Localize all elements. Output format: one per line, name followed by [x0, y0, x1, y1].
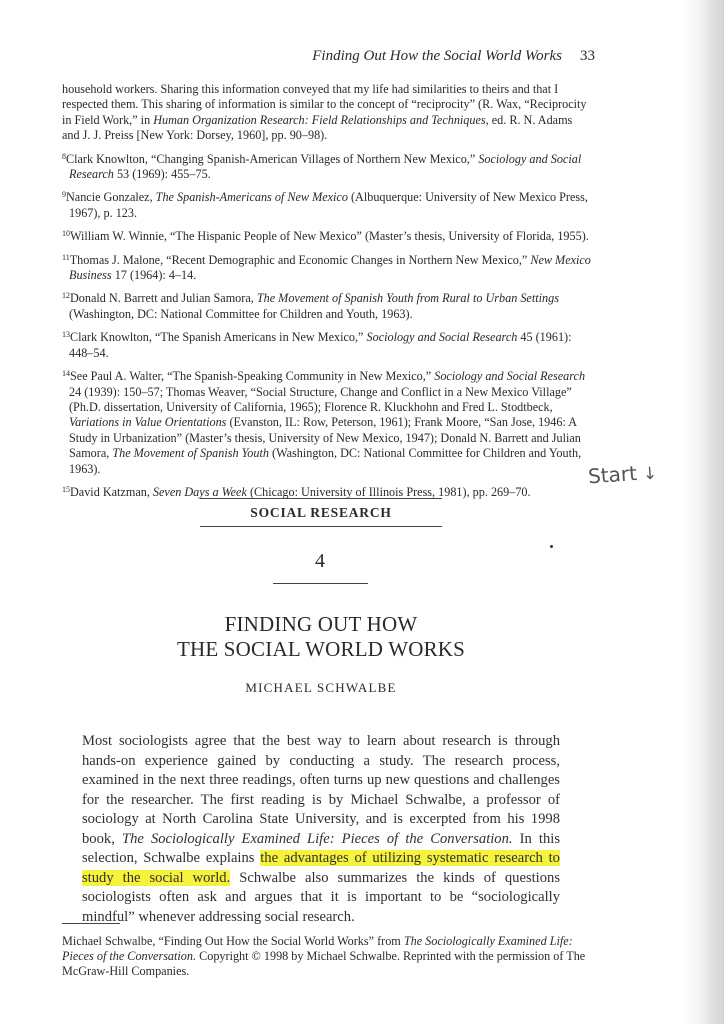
text-run: 17 (1964): 4–14.	[111, 268, 197, 283]
italic-text: The Sociologically Examined Life: Pieces of the Conversation.	[62, 934, 573, 964]
text-run: Most sociologists agree that the best way to learn about research is through hands-on experience gained by conducting a study. The research process, examined in the next three readings, often turns up new questions and challenges for the researcher. The first reading is by Michael Schwalbe, a professor of sociology at North Carolina State University, and is excerpted from his 1998 book,	[82, 733, 560, 847]
handwritten-start-note	[587, 460, 658, 489]
italic-text: Variations in Value Orientations	[69, 415, 227, 430]
arrow-down-icon: ↓	[642, 463, 658, 485]
text-run: (Washington, DC: National Committee for Children and Youth, 1963).	[69, 446, 582, 476]
italic-text: New Mexico Business	[69, 252, 591, 283]
text-run: , ed. R. N. Adams and J. J. Preiss [New York: Dorsey, 1960], pp. 90–98).	[62, 112, 573, 143]
text-run: household workers. Sharing this information conveyed that my life had similarities to theirs and that I respected them. This sharing of information is similar to the concept of “reciprocity” (R. Wax, “Reciprocity in Field Work,” in	[62, 82, 587, 127]
chapter-title-line-2: THE SOCIAL WORLD WORKS	[176, 637, 466, 661]
text-run: In this selection, Schwalbe explains	[82, 830, 561, 866]
endnote-number: 11	[62, 252, 70, 262]
text-run: William W. Winnie, “The Hispanic People of New Mexico” (Master’s thesis, University of Florida, 1955).	[70, 229, 589, 244]
italic-text: Human Organization Research: Field Relationships and Techniques	[153, 112, 486, 127]
scan-edge	[680, 0, 724, 1024]
text-run: David Katzman,	[70, 484, 153, 499]
endnote	[62, 149, 592, 183]
italic-text: Sociology and Social Research	[434, 369, 586, 384]
text-run: Michael Schwalbe, “Finding Out How the Social World Works” from	[62, 934, 404, 948]
endnote	[62, 288, 592, 322]
copyright-credit	[62, 934, 594, 980]
text-run: (Chicago: University of Illinois Press, 1981), pp. 269–70.	[246, 484, 531, 499]
endnote	[62, 327, 592, 361]
endnote-number: 14	[62, 369, 70, 379]
endnote	[62, 366, 592, 477]
running-head-title: Finding Out How the Social World Works	[312, 48, 562, 64]
handwritten-start-text: Start	[587, 461, 638, 489]
intro-paragraph	[82, 732, 560, 927]
running-head	[250, 48, 595, 65]
text-run: 24 (1939): 150–57; Thomas Weaver, “Social Structure, Change and Conflict in a New Mexico Village” (Ph.D. dissertation, University of California, 1965); Florence R. Kluckhohn and Fred L. Stodtbeck,	[69, 384, 572, 414]
italic-text: The Movement of Spanish Youth from Rural to Urban Settings	[256, 291, 559, 306]
endnote-number: 15	[62, 484, 70, 494]
italic-text: The Sociologically Examined Life: Pieces of the Conversation.	[121, 830, 513, 847]
text-run: Clark Knowlton, “Changing Spanish-American Villages of Northern New Mexico,”	[66, 151, 479, 166]
page-number: 33	[580, 48, 595, 64]
text-run: Schwalbe also summarizes the kinds of questions sociologists often ask and argues that it is important to be “sociologically mindful” whenever addressing social research.	[82, 869, 561, 925]
endnotes	[62, 82, 592, 505]
text-run: Nancie Gonzalez,	[66, 190, 156, 205]
italic-text: The Spanish-Americans of New Mexico	[155, 190, 348, 205]
text-run: 53 (1969): 455–75.	[113, 167, 211, 182]
text-run: (Washington, DC: National Committee for Children and Youth, 1963).	[69, 306, 413, 321]
endnote	[62, 82, 592, 144]
endnote	[62, 187, 592, 221]
chapter-divider	[273, 583, 368, 584]
text-run: Thomas J. Malone, “Recent Demographic and Economic Changes in Northern New Mexico,”	[69, 252, 531, 267]
endnote-number: 9	[62, 190, 66, 200]
text-run: See Paul A. Walter, “The Spanish-Speaking Community in New Mexico,”	[70, 369, 435, 384]
highlighted-text: the advantages of utilizing systematic research to study the social world.	[82, 850, 560, 886]
text-run: Donald N. Barrett and Julian Samora,	[70, 291, 257, 306]
italic-text: The Movement of Spanish Youth	[112, 446, 269, 461]
italic-text: Sociology and Social Research	[69, 151, 582, 182]
stray-mark	[550, 545, 553, 548]
chapter-author: MICHAEL SCHWALBE	[245, 680, 397, 695]
endnote-number: 8	[62, 151, 66, 161]
chapter-number: 4	[315, 550, 325, 572]
text-run: (Albuquerque: University of New Mexico Press, 1967), p. 123.	[69, 190, 588, 220]
endnote	[62, 250, 592, 284]
endnote	[62, 226, 592, 244]
chapter-title	[120, 612, 522, 662]
endnote-number: 12	[62, 291, 70, 301]
italic-text: Sociology and Social Research	[366, 330, 518, 345]
text-run: (Evanston, IL: Row, Peterson, 1961); Frank Moore, “San Jose, 1946: A Study in Urbanization” (Master’s thesis, University of New Mexico, 1947); Donald N. Barrett and Julian Samora,	[69, 415, 581, 461]
endnote-number: 13	[62, 330, 70, 340]
text-run: Copyright © 1998 by Michael Schwalbe. Reprinted with the permission of The McGraw-Hill Companies.	[62, 949, 586, 979]
italic-text: Seven Days a Week	[152, 484, 247, 499]
footnote-divider	[62, 923, 120, 924]
endnote-number: 10	[62, 229, 70, 239]
chapter-title-line-1: FINDING OUT HOW	[224, 612, 418, 636]
section-heading: SOCIAL RESEARCH	[200, 498, 442, 527]
text-run: Clark Knowlton, “The Spanish Americans in New Mexico,”	[70, 330, 367, 345]
text-run: 45 (1961): 448–54.	[69, 330, 572, 360]
